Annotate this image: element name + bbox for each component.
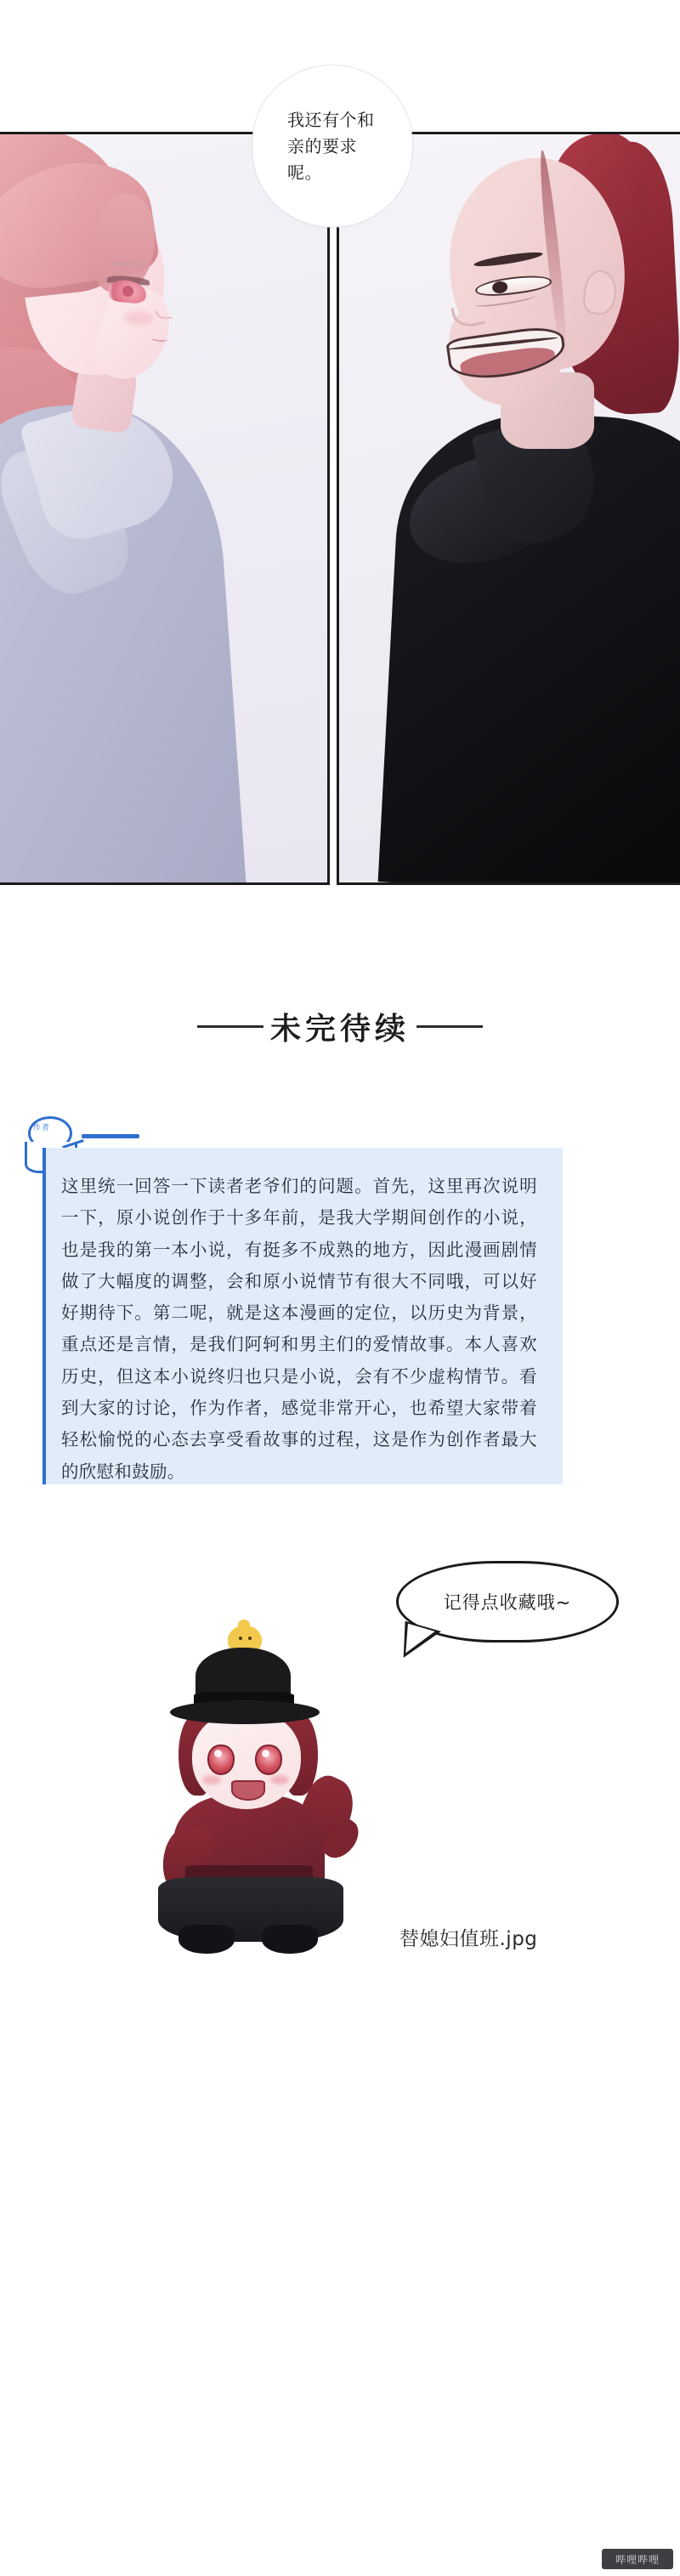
divider-line-left	[197, 1025, 264, 1028]
chibi-speech-bubble-text: 记得点收藏哦~	[443, 1592, 572, 1613]
comic-panel-left	[0, 132, 330, 885]
chibi-leg-left	[178, 1925, 235, 1954]
chick-eye-right	[248, 1637, 252, 1640]
watermark-text: 哔哩哔哩	[615, 2553, 660, 2566]
chibi-eye-left	[207, 1745, 235, 1775]
author-note-pointer-line	[82, 1134, 139, 1138]
watermark-badge	[602, 2549, 673, 2569]
to-be-continued-text: 未完待续	[269, 1011, 410, 1047]
speech-bubble	[252, 65, 412, 227]
avatar-label: 作者	[33, 1124, 51, 1132]
chick-eye-left	[239, 1637, 242, 1640]
chibi-mouth	[231, 1780, 265, 1801]
divider-line-right	[416, 1025, 483, 1028]
chibi-hat-brim	[170, 1700, 320, 1724]
author-note-text: 这里统一回答一下读者老爷们的问题。首先，这里再次说明一下，原小说创作于十多年前，是我大学期间创作的小说，也是我的第一本小说，有挺多不成熟的地方，因此漫画剧情做了大幅度的调整，会和原小说情节有很大不同哦，可以好好期待下。第二呢，就是这本漫画的定位，以历史为背景，重点还是言情，是我们阿轲和男主们的爱情故事。本人喜欢历史，但这本小说终归也只是小说，会有不少虚构情节。看到大家的讨论，作为作者，感觉非常开心，也希望大家带着轻松愉悦的心态去享受看故事的过程，这是作为创作者最大的欣慰和鼓励。	[61, 1176, 537, 1482]
comic-panel-right	[337, 132, 680, 885]
chibi-leg-right	[262, 1925, 318, 1954]
character-blush	[124, 311, 153, 325]
chibi-character	[126, 1626, 406, 1974]
chibi-eye-right	[255, 1745, 282, 1775]
chibi-blush-right	[270, 1775, 289, 1784]
comic-panel-area	[0, 0, 680, 927]
to-be-continued	[0, 996, 680, 1056]
speech-bubble-text: 我还有个和亲的要求呢。	[287, 109, 375, 183]
chibi-caption: 替媳妇值班.jpg	[400, 1928, 538, 1950]
chibi-blush-left	[202, 1775, 221, 1784]
